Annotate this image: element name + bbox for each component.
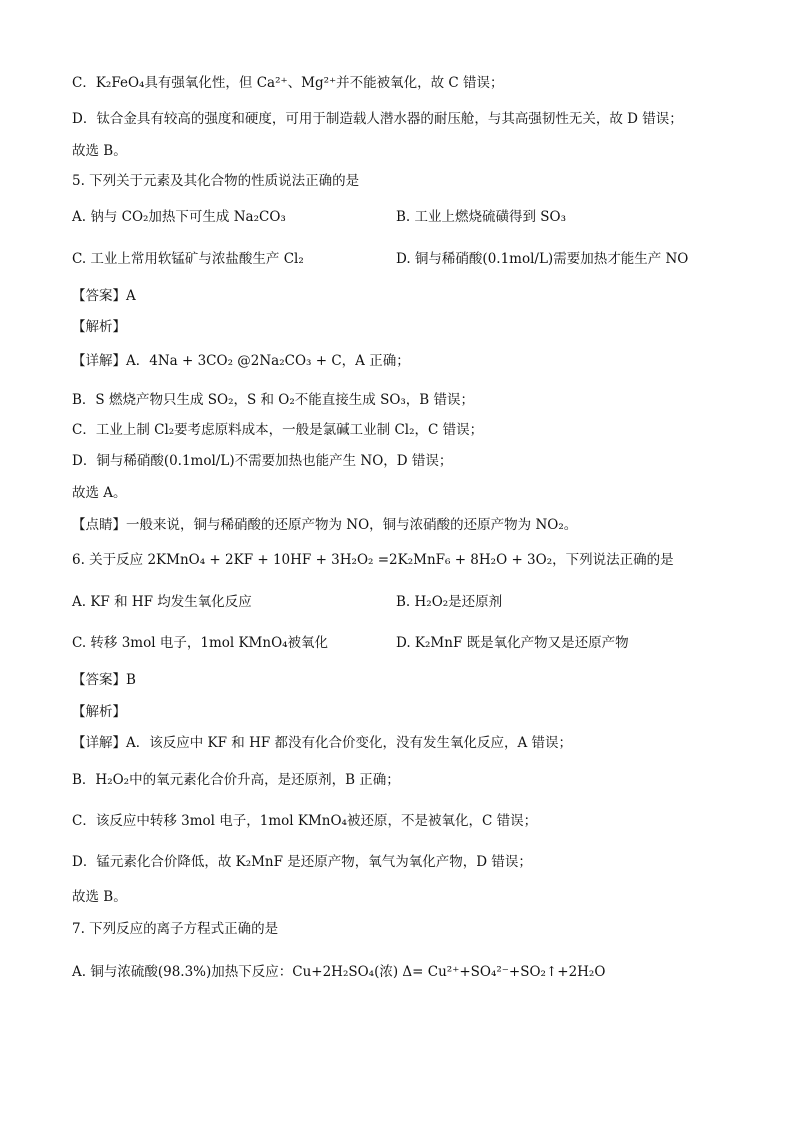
q5-analysis-label: 【解析】 — [72, 319, 126, 335]
q6-option-a: A. KF 和 HF 均发生氧化反应 — [72, 594, 252, 610]
q5-option-b: B. 工业上燃烧硫磺得到 SO₃ — [396, 209, 567, 225]
q5-detail-c: C．工业上制 Cl₂要考虑原料成本，一般是氯碱工业制 Cl₂，C 错误； — [72, 422, 484, 438]
q5-answer: 【答案】A — [72, 288, 136, 304]
option-c-explanation: C．K₂FeO₄具有强氧化性，但 Ca²⁺、Mg²⁺并不能被氧化，故 C 错误； — [72, 75, 504, 91]
option-d-explanation: D．钛合金具有较高的强度和硬度，可用于制造载人潜水器的耐压舱，与其高强韧性无关，故 D 错误； — [72, 111, 683, 127]
question-6: 6. 关于反应 2KMnO₄ + 2KF + 10HF + 3H₂O₂ =2K₂MnF₆ + 8H₂O + 3O₂，下列说法正确的是 — [72, 552, 674, 568]
q5-detail-b: B．S 燃烧产物只生成 SO₂，S 和 O₂不能直接生成 SO₃，B 错误； — [72, 392, 475, 408]
q5-detail-a: 【详解】A．4Na + 3CO₂ @2Na₂CO₃ + C，A 正确； — [72, 353, 410, 369]
q6-detail-c: C．该反应中转移 3mol 电子，1mol KMnO₄被还原，不是被氧化，C 错误； — [72, 813, 538, 829]
q5-detail-d: D．铜与稀硝酸(0.1mol/L)不需要加热也能产生 NO，D 错误； — [72, 453, 453, 469]
q5-option-d: D. 铜与稀硝酸(0.1mol/L)需要加热才能生产 NO — [396, 251, 689, 267]
question-5: 5. 下列关于元素及其化合物的性质说法正确的是 — [72, 173, 360, 189]
q6-answer: 【答案】B — [72, 672, 136, 688]
q7-option-a: A. 铜与浓硫酸(98.3%)加热下反应：Cu+2H₂SO₄(浓) Δ= Cu²⁺+SO₄²⁻+SO₂↑+2H₂O — [72, 964, 606, 980]
q6-option-c: C. 转移 3mol 电子，1mol KMnO₄被氧化 — [72, 635, 329, 651]
q5-key-point: 【点睛】一般来说，铜与稀硝酸的还原产物为 NO，铜与浓硝酸的还原产物为 NO₂。 — [72, 517, 578, 533]
q6-detail-a: 【详解】A．该反应中 KF 和 HF 都没有化合价变化，没有发生氧化反应，A 错误； — [72, 735, 573, 751]
q6-option-d: D. K₂MnF 既是氧化产物又是还原产物 — [396, 635, 629, 651]
q5-option-a: A. 钠与 CO₂加热下可生成 Na₂CO₃ — [72, 209, 286, 225]
q6-conclusion: 故选 B。 — [72, 889, 127, 905]
q6-detail-b: B．H₂O₂中的氧元素化合价升高，是还原剂，B 正确； — [72, 772, 400, 788]
choice-conclusion: 故选 B。 — [72, 143, 127, 159]
q6-option-b: B. H₂O₂是还原剂 — [396, 594, 503, 610]
q5-option-c: C. 工业上常用软锰矿与浓盐酸生产 Cl₂ — [72, 251, 304, 267]
q6-detail-d: D．锰元素化合价降低，故 K₂MnF 是还原产物，氧气为氧化产物，D 错误； — [72, 854, 532, 870]
q6-analysis-label: 【解析】 — [72, 704, 126, 720]
q5-conclusion: 故选 A。 — [72, 485, 127, 501]
question-7: 7. 下列反应的离子方程式正确的是 — [72, 921, 279, 937]
